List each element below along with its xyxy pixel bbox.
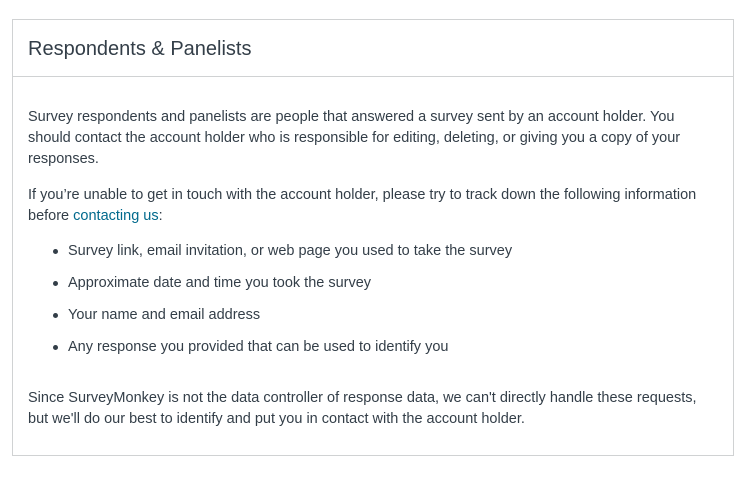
respondents-panel [12,19,734,456]
bullet-icon [53,313,58,318]
list-item-text: Approximate date and time you took the survey [68,275,372,291]
bullet-icon [53,281,58,286]
info-paragraph [28,185,713,227]
info-paragraph-text: If you’re unable to get in touch with the account holder, please try to track down the following information before [28,187,697,224]
list-item-text: Survey link, email invitation, or web page you used to take the survey [68,243,513,259]
contacting-us-link[interactable]: contacting us [73,208,159,224]
list-item [68,273,713,294]
list-item-text: Any response you provided that can be used to identify you [68,339,449,355]
panel-header [13,20,733,77]
bullet-icon [53,249,58,254]
intro-paragraph: Survey respondents and panelists are people that answered a survey sent by an account holder. You should contact the account holder who is responsible for editing, deleting, or giving you a copy of your responses. [28,109,681,167]
panel-body [13,77,733,430]
list-item [68,337,713,358]
list-item [68,241,713,262]
info-paragraph-suffix: : [158,208,163,224]
bullet-icon [53,345,58,350]
info-list [28,241,713,358]
list-item-text: Your name and email address [68,307,261,323]
panel-title: Respondents & Panelists [28,38,252,60]
closing-paragraph: Since SurveyMonkey is not the data controller of response data, we can't directly handle these requests, but we'll do our best to identify and put you in contact with the account holder. [28,390,697,427]
list-item [68,305,713,326]
